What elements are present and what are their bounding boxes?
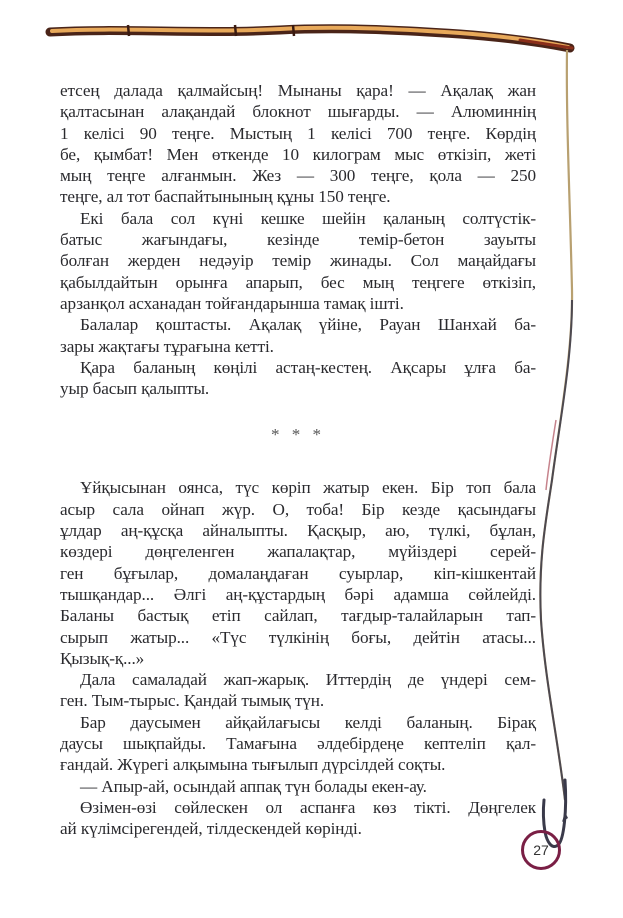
text-line: арзанқол асханадан тойғандарынша тамақ ішті. [60,293,404,313]
text-line: Ұйқысынан оянса, түс көріп жатыр екен. Бір топ бала [80,478,536,498]
text-line: Қара баланың көңілі астаң-кестең. Ақсары ұлға ба- [80,357,536,377]
page-number: 27 [521,830,561,870]
fishing-line-icon [540,50,572,800]
text-line: көздері дөңгеленген жапалақтар, мүйіздері серей- [60,542,536,562]
text-line: сырып жатыр... «Түс түлкінің боғы, дейтін атасы... [60,627,536,647]
text-line: болған жерден недәуір темір жинады. Сол маңайдағы [60,251,536,271]
text-line: Қызық-қ...» [60,648,145,668]
text-line: етсең далада қалмайсың! Мынаны қара! — Ақалақ жан [60,81,536,100]
text-line: Өзімен-өзі сөйлескен ол аспанға көз тікті. Дөңгелек [80,797,536,817]
text-line: қабылдайтын орынға апарып, бес мың теңгеге өткізіп, [60,272,536,292]
text-line: даусы шықпайды. Тамағына әлдебірдеңе кептеліп қал- [60,734,536,754]
fishing-rod-stick-icon [50,25,572,48]
text-line: Баланы бастық етіп сайлап, тағдыр-талайларын тап- [60,606,536,626]
text-line: бе, қымбат! Мен өткенде 10 килограм мыс өткізіп, жеті [60,144,536,164]
text-line: Дала самаладай жап-жарық. Иттердің де үндері сем- [80,670,536,690]
text-line: батыс жағындағы, кезінде темір-бетон зауыты [60,230,536,250]
section-1 [60,80,536,399]
text-line: қалтасынан алақандай блокнот шығарды. — Алюминнің [60,102,536,122]
text-line: Бар даусымен айқайлағысы келді баланың. Бірақ [80,712,536,732]
text-line: 1 келісі 90 теңге. Мыстың 1 келісі 700 теңге. Көрдің [60,123,536,143]
text-line: асыр сала ойнап жүр. О, тоба! Бір кезде қасындағы [60,499,536,519]
text-line: тышқандар... Әлгі аң-құстардың бәрі адамша сөйлейді. [60,584,536,604]
text-line: Екі бала сол күні кешке шейін қаланың солтүстік- [80,208,536,228]
section-divider: * * * [271,425,325,445]
text-line: теңге, ал тот баспайтынының құны 150 теңге. [60,187,391,207]
text-line: ай күлімсірегендей, тілдескендей көрінді. [60,819,362,839]
text-line: уыр басып қалыпты. [60,379,210,399]
text-line: Балалар қоштасты. Ақалақ үйіне, Рауан Шанхай ба- [80,315,536,335]
text-line: мың теңге алғанмын. Жез — 300 теңге, қола — 250 [60,166,536,186]
section-2 [60,477,536,839]
text-line: ген. Тым-тырыс. Қандай тымық түн. [60,691,325,711]
text-line: ген бұғылар, домалаңдаған суырлар, кіп-кішкентай [60,563,536,583]
text-line: зары жақтағы тұрағына кетті. [60,336,274,356]
page-text [60,80,536,840]
text-line: ғандай. Жүрегі алқымына тығылып дүрсілдей соқты. [60,755,446,775]
text-line: — Апыр-ай, осындай аппақ түн болады екен-ау. [80,776,427,796]
text-line: ұлдар аң-құсқа айналыпты. Қасқыр, аю, түлкі, бұлан, [60,521,536,541]
